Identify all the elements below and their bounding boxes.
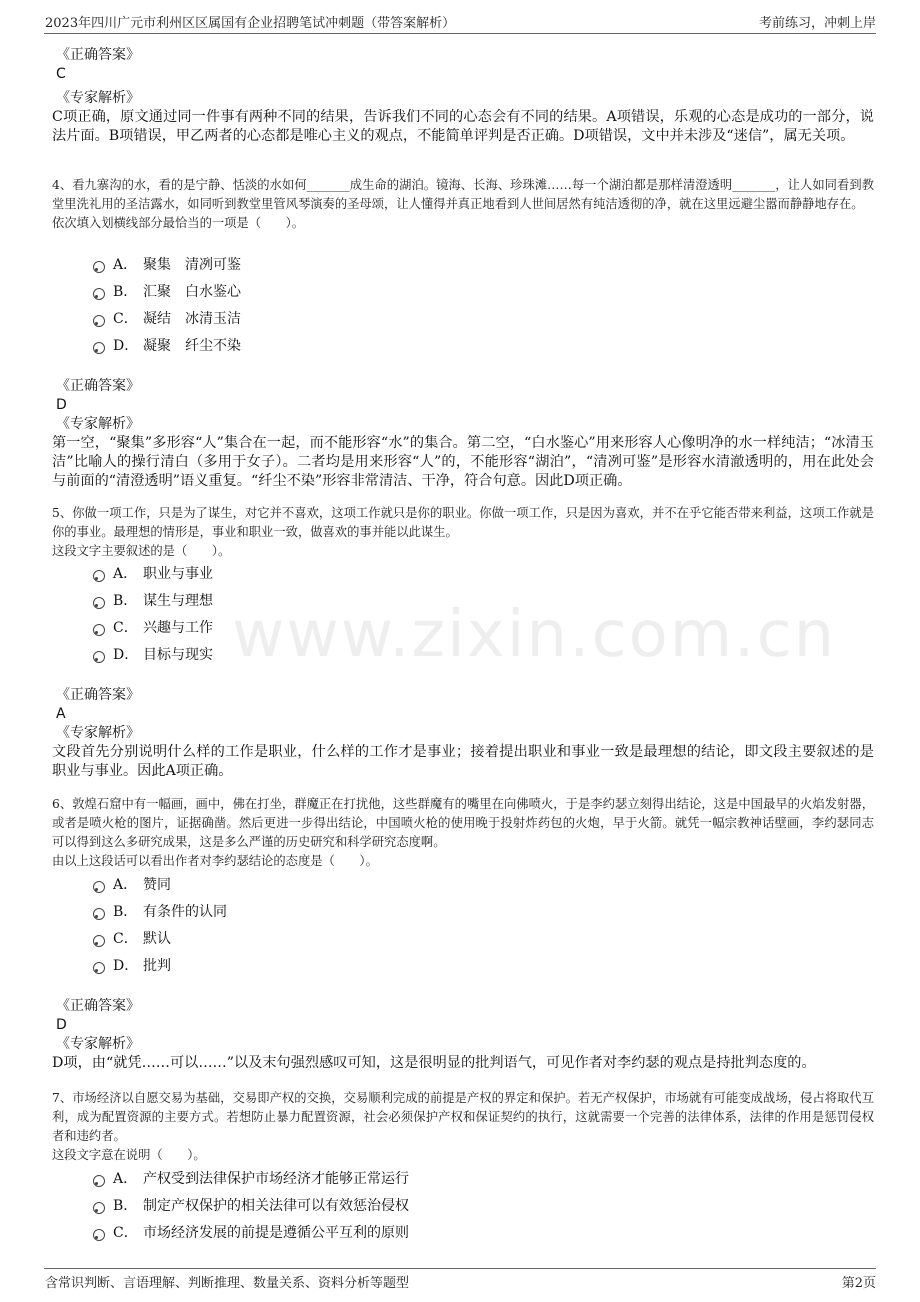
- question-stem: 7、市场经济以自愿交易为基础，交易即产权的交换，交易顺利完成的前提是产权的界定和保护。若无产权保护，市场就有可能变成战场，侵占将取代互利，成为配置资源的主要方式。若想防止暴力配置资源，社会必须保护产权和保证契约的执行，这就需要一个完善的法律体系，法律的作用是惩罚侵权者和违约者。: [52, 1091, 874, 1143]
- radio-icon[interactable]: [93, 315, 105, 327]
- option-text: 制定产权保护的相关法律可以有效惩治侵权: [143, 1198, 409, 1214]
- question-ask: 这段文字主要叙述的是（ ）。: [52, 544, 231, 558]
- q4-option-c[interactable]: [93, 308, 241, 328]
- option-text: 批判: [143, 958, 171, 974]
- header-divider: [44, 33, 876, 34]
- answer-label: 《正确答案》: [56, 378, 140, 394]
- option-text: 职业与事业: [143, 566, 213, 582]
- q5-option-b[interactable]: [93, 590, 213, 610]
- explanation-text: C项正确，原文通过同一件事有两种不同的结果，告诉我们不同的心态会有不同的结果。A项错误，乐观的心态是成功的一部分，说法片面。B项错误，甲乙两者的心态都是唯心主义的观点，不能简单评判是否正确。D项错误，文中并未涉及“迷信”，属无关项。: [52, 109, 874, 144]
- option-letter: C．: [113, 311, 138, 327]
- option-letter: A．: [113, 877, 138, 893]
- question-7: [52, 1089, 874, 1165]
- answer-value: A: [56, 706, 66, 722]
- answer-value: D: [56, 1017, 67, 1033]
- question-stem: 6、敦煌石窟中有一幅画，画中，佛在打坐，群魔正在打扰他，这些群魔有的嘴里在向佛喷火，于是李约瑟立刻得出结论，这是中国最早的火焰发射器，或者是喷火枪的图片，证据确凿。然后更进一步得出结论，中国喷火枪的使用晚于投射炸药包的火炮，早于火箭。就凭一幅宗教神话壁画，李约瑟同志可以得到这么多研究成果，这是多么严谨的历史研究和科学研究态度啊。: [52, 797, 874, 849]
- option-letter: A．: [113, 1171, 138, 1187]
- option-text: 目标与现实: [143, 647, 213, 663]
- explain-label: 《专家解析》: [56, 416, 140, 432]
- option-text: 兴趣与工作: [143, 620, 213, 636]
- q6-option-a[interactable]: [93, 874, 171, 894]
- q5-option-c[interactable]: [93, 617, 213, 637]
- explain-label: 《专家解析》: [56, 1036, 140, 1052]
- footer-topics: 含常识判断、言语理解、判断推理、数量关系、资料分析等题型: [45, 1276, 410, 1291]
- header-slogan: 考前练习，冲刺上岸: [758, 16, 876, 31]
- q6-answer-block: [52, 997, 874, 1073]
- explanation-text: D项，由“就凭……可以……”以及末句强烈感叹可知，这是很明显的批判语气，可见作者对李约瑟的观点是持批判态度的。: [52, 1055, 816, 1071]
- question-stem: 5、你做一项工作，只是为了谋生，对它并不喜欢，这项工作就只是你的职业。你做一项工作，只是因为喜欢，并不在乎它能否带来利益，这项工作就是你的事业。最理想的情形是，事业和职业一致，做喜欢的事并能以此谋生。: [52, 506, 874, 539]
- q5-option-d[interactable]: [93, 644, 213, 664]
- header-title: 2023年四川广元市利州区区属国有企业招聘笔试冲刺题（带答案解析）: [45, 16, 456, 31]
- explain-label: 《专家解析》: [56, 90, 140, 106]
- q4-option-a[interactable]: [93, 254, 241, 274]
- option-letter: D．: [113, 338, 139, 354]
- option-text: 默认: [143, 931, 171, 947]
- q4-answer-block: [52, 377, 874, 491]
- option-text: 聚集 清冽可鉴: [143, 257, 241, 273]
- question-ask: 这段文字意在说明（ ）。: [52, 1148, 206, 1162]
- q4-option-b[interactable]: [93, 281, 241, 301]
- option-text: 汇聚 白水鉴心: [143, 284, 241, 300]
- radio-icon[interactable]: [93, 597, 105, 609]
- option-text: 有条件的认同: [143, 904, 227, 920]
- q6-option-b[interactable]: [93, 901, 227, 921]
- q7-option-b[interactable]: [93, 1195, 409, 1215]
- question-ask: 由以上这段话可以看出作者对李约瑟结论的态度是（ ）。: [52, 854, 378, 868]
- radio-icon[interactable]: [93, 651, 105, 663]
- radio-icon[interactable]: [93, 261, 105, 273]
- option-text: 市场经济发展的前提是遵循公平互利的原则: [143, 1225, 409, 1241]
- q6-option-c[interactable]: [93, 928, 171, 948]
- radio-icon[interactable]: [93, 962, 105, 974]
- option-letter: D．: [113, 958, 139, 974]
- q3-answer-block: [52, 46, 874, 146]
- radio-icon[interactable]: [93, 935, 105, 947]
- q5-option-a[interactable]: [93, 563, 213, 583]
- answer-label: 《正确答案》: [56, 47, 140, 63]
- option-letter: B．: [113, 1198, 138, 1214]
- footer-divider: [44, 1268, 876, 1269]
- option-text: 凝结 冰清玉洁: [143, 311, 241, 327]
- radio-icon[interactable]: [93, 1229, 105, 1241]
- option-letter: B．: [113, 593, 138, 609]
- answer-label: 《正确答案》: [56, 687, 140, 703]
- question-stem: 4、看九寨沟的水，看的是宁静、恬淡的水如何_______成生命的湖泊。镜海、长海、珍珠滩……每一个湖泊都是那样清澄透明_______，让人如同看到教堂里洗礼用的圣洁露水，如同听到教堂里管风琴演奏的圣母颂，让人懂得并真正地看到人世间居然有纯洁透彻的净，就在这里远避尘嚣而静静地存在。: [52, 178, 874, 211]
- option-letter: A．: [113, 566, 138, 582]
- radio-icon[interactable]: [93, 624, 105, 636]
- explain-label: 《专家解析》: [56, 725, 140, 741]
- answer-label: 《正确答案》: [56, 998, 140, 1014]
- q6-option-d[interactable]: [93, 955, 171, 975]
- option-text: 赞同: [143, 877, 171, 893]
- option-letter: B．: [113, 904, 138, 920]
- radio-icon[interactable]: [93, 1175, 105, 1187]
- answer-value: D: [56, 397, 67, 413]
- radio-icon[interactable]: [93, 908, 105, 920]
- q7-option-a[interactable]: [93, 1168, 409, 1188]
- radio-icon[interactable]: [93, 342, 105, 354]
- option-text: 凝聚 纤尘不染: [143, 338, 241, 354]
- option-letter: C．: [113, 1225, 138, 1241]
- option-letter: A．: [113, 257, 138, 273]
- question-ask: 依次填入划横线部分最恰当的一项是（ ）。: [52, 216, 305, 230]
- radio-icon[interactable]: [93, 1202, 105, 1214]
- question-5: [52, 504, 874, 561]
- page-number: 第2页: [841, 1276, 876, 1291]
- q5-answer-block: [52, 686, 874, 781]
- radio-icon[interactable]: [93, 288, 105, 300]
- option-text: 产权受到法律保护市场经济才能够正常运行: [143, 1171, 409, 1187]
- watermark: www.zixin.com.cn: [232, 598, 837, 672]
- q4-option-d[interactable]: [93, 335, 241, 355]
- option-letter: C．: [113, 931, 138, 947]
- option-letter: D．: [113, 647, 139, 663]
- question-6: [52, 795, 874, 871]
- explanation-text: 第一空，“聚集”多形容“人”集合在一起，而不能形容“水”的集合。第二空，“白水鉴心”用来形容人心像明净的水一样纯洁；“冰清玉洁”比喻人的操行清白（多用于女子）。二者均是用来形容“人”的，不能形容“湖泊”，“清冽可鉴”是形容水清澈透明的，用在此处会与前面的“清澄透明”语义重复。“纤尘不染”形容非常清洁、干净，符合句意。因此D项正确。: [52, 435, 874, 489]
- answer-value: C: [56, 66, 66, 82]
- question-4: [52, 176, 874, 233]
- option-text: 谋生与理想: [143, 593, 213, 609]
- q7-option-c[interactable]: [93, 1222, 409, 1242]
- explanation-text: 文段首先分别说明什么样的工作是职业，什么样的工作才是事业；接着提出职业和事业一致是最理想的结论，即文段主要叙述的是职业与事业。因此A项正确。: [52, 744, 874, 779]
- radio-icon[interactable]: [93, 881, 105, 893]
- option-letter: C．: [113, 620, 138, 636]
- radio-icon[interactable]: [93, 570, 105, 582]
- option-letter: B．: [113, 284, 138, 300]
